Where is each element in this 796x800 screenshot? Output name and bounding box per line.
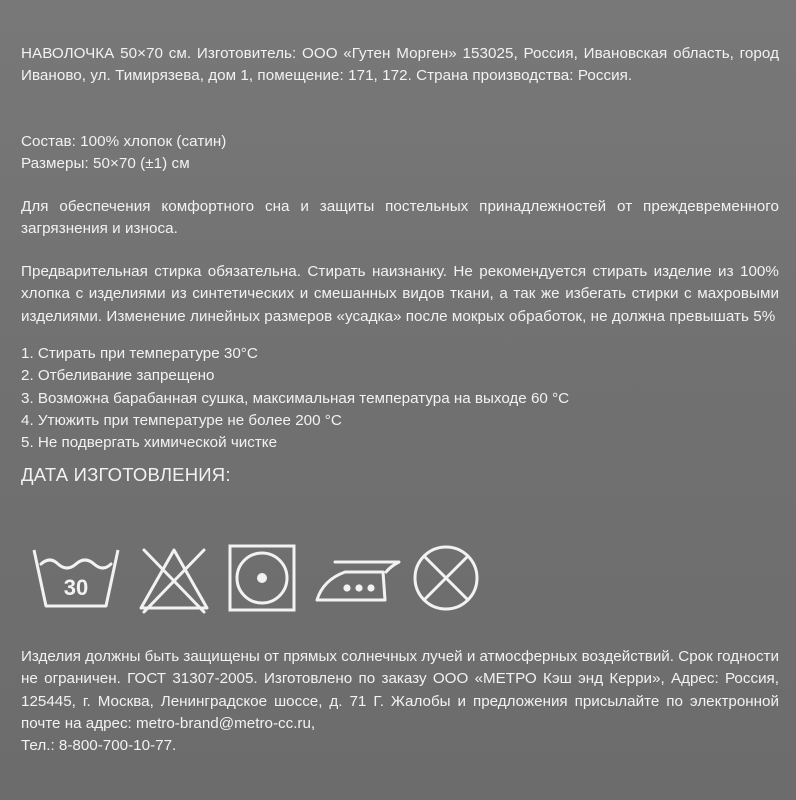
purpose-text: Для обеспечения комфортного сна и защиты постельных принадлежностей от преждевременного загрязнения и износа. <box>21 198 779 238</box>
footer-block <box>21 646 779 757</box>
footer-phone: Тел.: 8-800-700-10-77. <box>21 737 177 755</box>
product-description: НАВОЛОЧКА 50×70 см. Изготовитель: ООО «Гутен Морген» 153025, Россия, Ивановская область, город Иваново, ул. Тимирязева, дом 1, помещение: 171, 172. Страна производства: Россия. <box>21 45 779 85</box>
product-size: Размеры: 50×70 (±1) см <box>21 155 190 173</box>
wash-temp-label: 30 <box>63 575 89 600</box>
no-bleach-icon <box>134 540 214 620</box>
care-item-wash: 1. Стирать при температуре 30°C <box>21 345 258 362</box>
wash-30-icon <box>28 540 124 620</box>
care-item-dry-clean: 5. Не подвергать химической чистке <box>21 434 278 452</box>
care-item-dry: 3. Возможна барабанная сушка, максимальная температура на выходе 60 °C <box>21 389 570 407</box>
composition-block <box>21 131 779 176</box>
care-instructions-list <box>21 343 569 454</box>
no-dry-clean-icon <box>406 540 486 620</box>
iron-3-dots-icon <box>313 540 405 620</box>
purpose-block <box>21 196 779 241</box>
product-description-block <box>21 43 779 88</box>
care-item-bleach: 2. Отбеливание запрещено <box>21 367 215 385</box>
washing-note: Предварительная стирка обязательна. Стирать наизнанку. Не рекомендуется стирать изделие из 100% хлопка с изделиями из синтетических и смешанных видов ткани, а так же избегать стирки с махровыми изделиями. Изменение линейных размеров «усадка» после мокрых обработок, не должна превышать 5% <box>21 263 779 325</box>
tumble-dry-icon <box>225 540 305 620</box>
washing-note-block <box>21 261 779 328</box>
footer-text: Изделия должны быть защищены от прямых солнечных лучей и атмосферных воздействий. Срок годности не ограничен. ГОСТ 31307-2005. Изготовлено по заказу ООО «МЕТРО Кэш энд Керри», Адрес: Россия, 125445, г. Москва, Ленинградское шоссе, д. 71 Г. Жалобы и предложения присылайте по электронной почте на адрес: metro-brand@metro-cc.ru, <box>21 648 779 732</box>
care-symbols-row <box>28 540 488 620</box>
material-composition: Состав: 100% хлопок (сатин) <box>21 133 227 150</box>
manufacture-date-heading: ДАТА ИЗГОТОВЛЕНИЯ: <box>21 464 231 485</box>
care-item-iron: 4. Утюжить при температуре не более 200 °C <box>21 411 342 429</box>
